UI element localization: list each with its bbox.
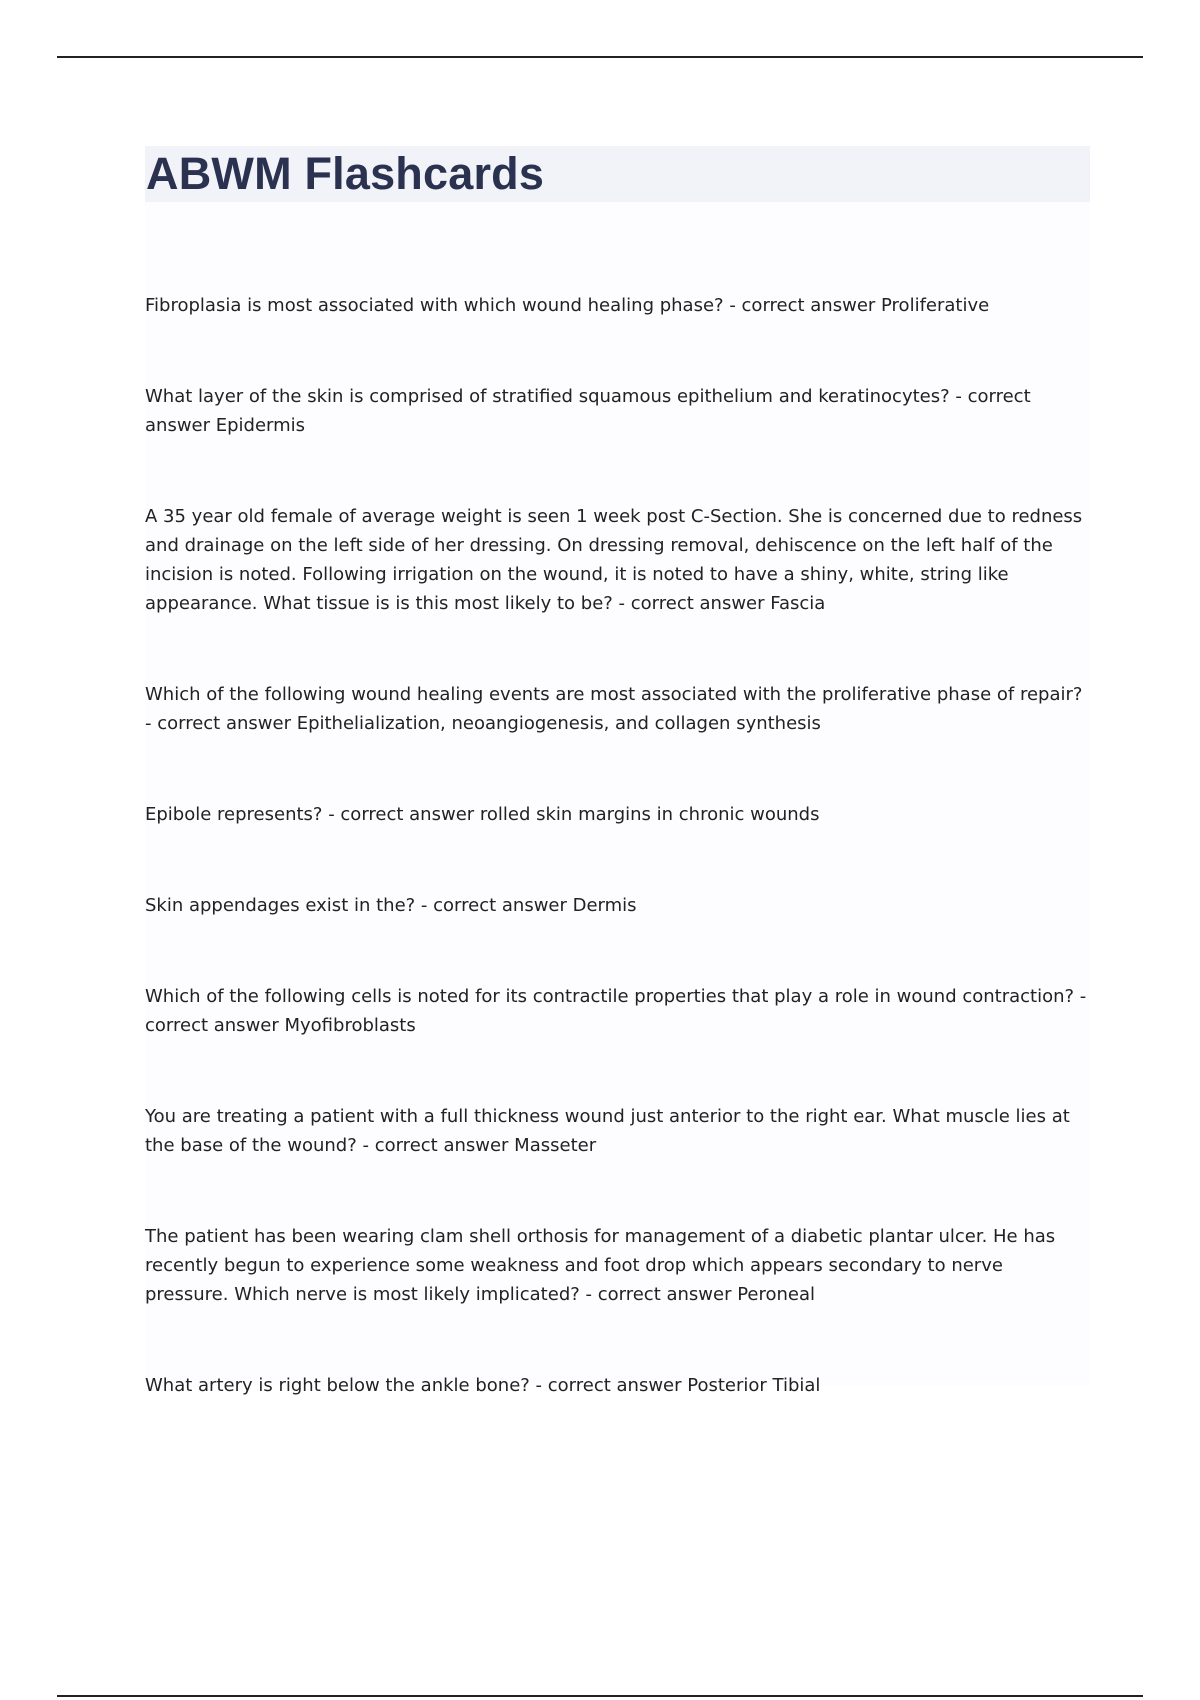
flashcard: You are treating a patient with a full thickness wound just anterior to the right ear. What muscle lies at the base of the wound? - correct answer Masseter	[145, 1106, 1070, 1156]
flashcard: Which of the following cells is noted for its contractile properties that play a role in wound contraction? - correct answer Myofibroblasts	[145, 986, 1087, 1036]
footer-rule	[57, 1695, 1143, 1697]
page-title: ABWM Flashcards	[146, 148, 545, 199]
flashcard: What layer of the skin is comprised of stratified squamous epithelium and keratinocytes? - correct answer Epidermis	[145, 386, 1031, 436]
flashcard: Which of the following wound healing events are most associated with the proliferative phase of repair? - correct answer Epithelialization, neoangiogenesis, and collagen synthesis	[145, 684, 1083, 734]
flashcard: Skin appendages exist in the? - correct answer Dermis	[145, 895, 637, 916]
flashcard: What artery is right below the ankle bone? - correct answer Posterior Tibial	[145, 1375, 821, 1396]
header-rule	[57, 56, 1143, 58]
flashcard: Fibroplasia is most associated with which wound healing phase? - correct answer Proliferative	[145, 295, 990, 316]
flashcard: Epibole represents? - correct answer rolled skin margins in chronic wounds	[145, 804, 820, 825]
flashcard: The patient has been wearing clam shell orthosis for management of a diabetic plantar ulcer. He has recently begun to experience some weakness and foot drop which appears secondary to nerve pressure. Which nerve is most likely implicated? - correct answer Peroneal	[145, 1226, 1056, 1305]
flashcard: A 35 year old female of average weight is seen 1 week post C-Section. She is concerned due to redness and drainage on the left side of her dressing. On dressing removal, dehiscence on the left half of the incision is noted. Following irrigation on the wound, it is noted to have a shiny, white, string like appearance. What tissue is is this most likely to be? - correct answer Fascia	[145, 506, 1083, 614]
flashcard-list	[145, 291, 1090, 1400]
